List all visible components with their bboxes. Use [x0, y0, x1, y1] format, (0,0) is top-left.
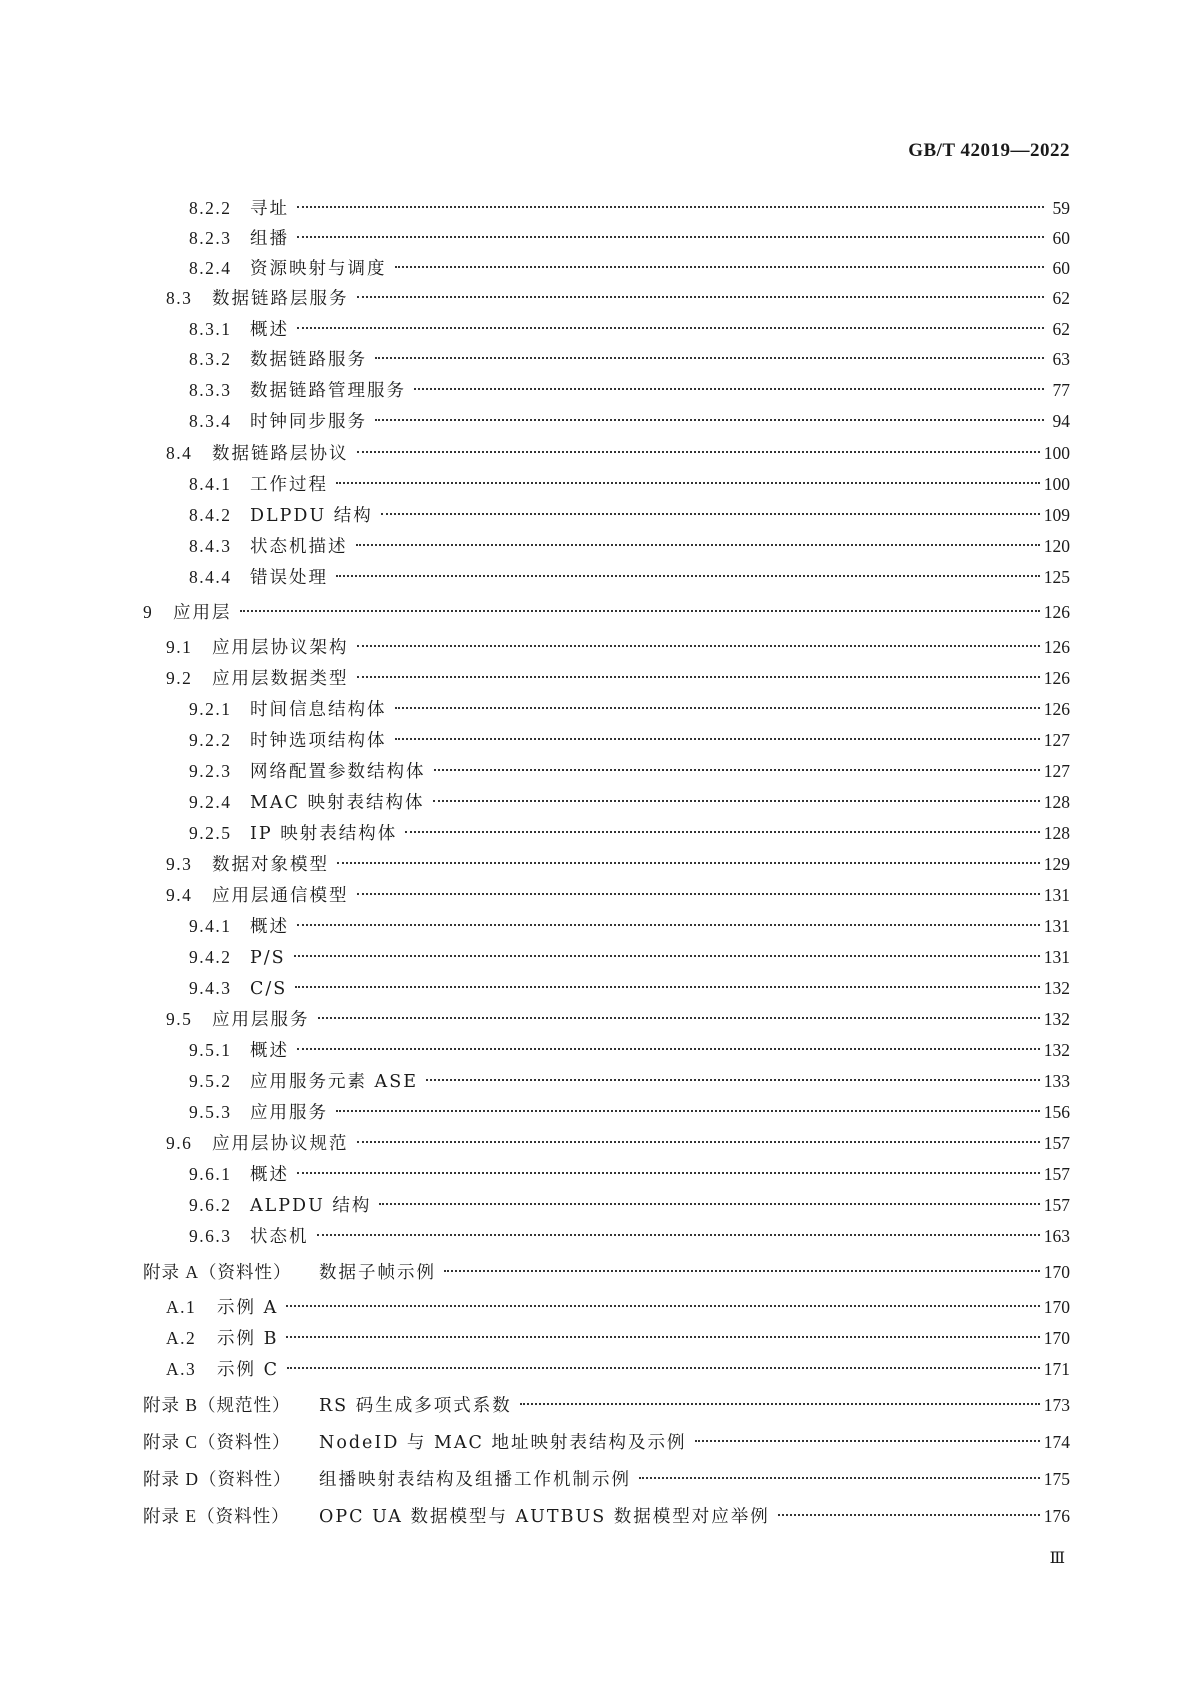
toc-number: 8.3.3 — [189, 380, 232, 400]
toc-title: 示例 C — [217, 1360, 279, 1380]
toc-title: 状态机 — [250, 1227, 309, 1247]
toc-number: 9.4.2 — [189, 947, 232, 967]
toc-page: 77 — [1052, 380, 1070, 400]
toc-title: ALPDU 结构 — [250, 1196, 372, 1216]
toc-number: 9.2.3 — [189, 761, 232, 781]
dot-leader — [297, 1048, 1040, 1050]
toc-entry[interactable] — [0, 942, 1191, 972]
toc-entry[interactable] — [0, 632, 1191, 662]
toc-number: 9.5.3 — [189, 1102, 232, 1122]
dot-leader — [405, 831, 1039, 833]
dot-leader — [395, 707, 1040, 709]
toc-title: 应用层服务 — [212, 1010, 310, 1030]
toc-entry[interactable] — [0, 1035, 1191, 1065]
toc-number: 9.6 — [166, 1133, 193, 1153]
dot-leader — [357, 645, 1040, 647]
dot-leader — [426, 1079, 1040, 1081]
dot-leader — [778, 1514, 1040, 1516]
toc-title: 应用层 — [173, 603, 232, 623]
toc-entry[interactable] — [0, 283, 1191, 313]
toc-title: 概述 — [250, 320, 289, 340]
dot-leader — [434, 769, 1040, 771]
toc-title: 工作过程 — [250, 475, 328, 495]
toc-page: 173 — [1043, 1395, 1070, 1415]
toc-entry[interactable] — [0, 1427, 1191, 1457]
toc-number: 8.2.3 — [189, 228, 232, 248]
dot-leader — [444, 1270, 1040, 1272]
toc-page: 157 — [1043, 1164, 1070, 1184]
toc-title: 时钟同步服务 — [250, 412, 367, 432]
toc-entry[interactable] — [0, 1004, 1191, 1034]
toc-page: 125 — [1043, 567, 1070, 587]
toc-number: 8.3.4 — [189, 411, 232, 431]
toc-page: 131 — [1043, 885, 1070, 905]
toc-title: NodeID 与 MAC 地址映射表结构及示例 — [319, 1433, 687, 1453]
toc-number: 8.3.2 — [189, 349, 232, 369]
dot-leader — [395, 738, 1040, 740]
toc-entry[interactable] — [0, 1354, 1191, 1384]
dot-leader — [297, 924, 1040, 926]
toc-number: 9.6.2 — [189, 1195, 232, 1215]
toc-title: 概述 — [250, 1041, 289, 1061]
dot-leader — [357, 451, 1040, 453]
toc-page: 60 — [1052, 258, 1070, 278]
toc-entry[interactable] — [0, 1190, 1191, 1220]
toc-number: 9.4.1 — [189, 916, 232, 936]
toc-page: 132 — [1043, 978, 1070, 998]
dot-leader — [240, 610, 1040, 612]
toc-page: 63 — [1052, 349, 1070, 369]
toc-title: 网络配置参数结构体 — [250, 762, 426, 782]
toc-title: 应用服务元素 ASE — [250, 1072, 418, 1092]
toc-page: 131 — [1043, 916, 1070, 936]
toc-page: 174 — [1043, 1432, 1070, 1452]
dot-leader — [294, 955, 1040, 957]
toc-entry[interactable] — [0, 193, 1191, 223]
toc-title: 数据子帧示例 — [319, 1263, 436, 1283]
toc-entry[interactable] — [0, 438, 1191, 468]
toc-entry[interactable] — [0, 725, 1191, 755]
dot-leader — [295, 986, 1039, 988]
toc-number: 8.3 — [166, 288, 193, 308]
toc-page: 100 — [1043, 443, 1070, 463]
dot-leader — [357, 893, 1040, 895]
dot-leader — [318, 1017, 1040, 1019]
toc-number: A.1 — [166, 1297, 197, 1317]
toc-entry[interactable] — [0, 1221, 1191, 1251]
toc-page: 171 — [1043, 1359, 1070, 1379]
toc-entry[interactable] — [0, 818, 1191, 848]
toc-title: 示例 B — [217, 1329, 279, 1349]
toc-page: 131 — [1043, 947, 1070, 967]
toc-page: 129 — [1043, 854, 1070, 874]
toc-number: 8.4 — [166, 443, 193, 463]
toc-number: A.3 — [166, 1359, 197, 1379]
toc-page: 127 — [1043, 761, 1070, 781]
toc-page: 170 — [1043, 1262, 1070, 1282]
toc-entry[interactable] — [0, 880, 1191, 910]
toc-title: 状态机描述 — [250, 537, 348, 557]
toc-number: 附录 C（资料性） — [143, 1432, 291, 1452]
toc-entry[interactable] — [0, 787, 1191, 817]
toc-number: 8.4.1 — [189, 474, 232, 494]
dot-leader — [357, 676, 1040, 678]
dot-leader — [520, 1403, 1040, 1405]
toc-title: 时钟选项结构体 — [250, 731, 387, 751]
toc-title: 资源映射与调度 — [250, 259, 387, 279]
toc-title: IP 映射表结构体 — [250, 824, 398, 844]
toc-number: 8.2.2 — [189, 198, 232, 218]
toc-page: 163 — [1043, 1226, 1070, 1246]
toc-number: 9.2.2 — [189, 730, 232, 750]
toc-page: 176 — [1043, 1506, 1070, 1526]
toc-title: 应用层数据类型 — [212, 669, 349, 689]
toc-entry[interactable] — [0, 1159, 1191, 1189]
toc-entry[interactable] — [0, 1066, 1191, 1096]
toc-entry[interactable] — [0, 406, 1191, 436]
dot-leader — [379, 1203, 1039, 1205]
toc-entry[interactable] — [0, 756, 1191, 786]
toc-page: 126 — [1043, 668, 1070, 688]
toc-entry[interactable] — [0, 1097, 1191, 1127]
toc-number: 附录 A（资料性） — [143, 1262, 292, 1282]
toc-number: 9 — [143, 602, 154, 622]
dot-leader — [695, 1440, 1040, 1442]
toc-entry[interactable] — [0, 375, 1191, 405]
toc-page: 126 — [1043, 637, 1070, 657]
toc-page: 120 — [1043, 536, 1070, 556]
toc-page: 62 — [1052, 319, 1070, 339]
toc-number: 9.6.1 — [189, 1164, 232, 1184]
toc-title: 示例 A — [217, 1298, 279, 1318]
toc-number: 9.1 — [166, 637, 193, 657]
dot-leader — [317, 1234, 1040, 1236]
toc-number: 8.2.4 — [189, 258, 232, 278]
toc-entry[interactable] — [0, 314, 1191, 344]
toc-entry[interactable] — [0, 597, 1191, 627]
toc-title: 概述 — [250, 917, 289, 937]
toc-title: 数据链路服务 — [250, 350, 367, 370]
dot-leader — [336, 575, 1040, 577]
dot-leader — [297, 1172, 1040, 1174]
toc-page: 62 — [1052, 288, 1070, 308]
toc-entry[interactable] — [0, 973, 1191, 1003]
toc-number: 9.4.3 — [189, 978, 232, 998]
dot-leader — [639, 1477, 1040, 1479]
toc-page: 156 — [1043, 1102, 1070, 1122]
toc-title: 应用层协议架构 — [212, 638, 349, 658]
dot-leader — [375, 419, 1044, 421]
toc-title: 数据链路管理服务 — [250, 381, 406, 401]
toc-entry[interactable] — [0, 1292, 1191, 1322]
toc-page: 133 — [1043, 1071, 1070, 1091]
toc-title: 组播映射表结构及组播工作机制示例 — [319, 1470, 631, 1490]
dot-leader — [337, 862, 1040, 864]
toc-entry[interactable] — [0, 223, 1191, 253]
toc-page: 128 — [1043, 823, 1070, 843]
toc-page: 175 — [1043, 1469, 1070, 1489]
toc-number: A.2 — [166, 1328, 197, 1348]
dot-leader — [381, 513, 1040, 515]
dot-leader — [297, 236, 1044, 238]
toc-page: 100 — [1043, 474, 1070, 494]
toc-page: 126 — [1043, 602, 1070, 622]
toc-number: 8.4.3 — [189, 536, 232, 556]
toc-entry[interactable] — [0, 469, 1191, 499]
dot-leader — [414, 388, 1044, 390]
dot-leader — [433, 800, 1040, 802]
toc-page: 109 — [1043, 505, 1070, 525]
toc-entry[interactable] — [0, 562, 1191, 592]
toc-title: 数据链路层协议 — [212, 444, 349, 464]
toc-page: 132 — [1043, 1009, 1070, 1029]
toc-title: DLPDU 结构 — [250, 506, 373, 526]
toc-title: C/S — [250, 979, 288, 999]
toc-number: 附录 E（资料性） — [143, 1506, 290, 1526]
toc-number: 8.4.4 — [189, 567, 232, 587]
toc-number: 9.5 — [166, 1009, 193, 1029]
toc-page: 59 — [1052, 198, 1070, 218]
toc-number: 9.5.1 — [189, 1040, 232, 1060]
toc-entry[interactable] — [0, 531, 1191, 561]
toc-title: 寻址 — [250, 199, 289, 219]
toc-number: 8.3.1 — [189, 319, 232, 339]
dot-leader — [357, 296, 1045, 298]
dot-leader — [375, 357, 1044, 359]
toc-page: 170 — [1043, 1297, 1070, 1317]
toc-page: 170 — [1043, 1328, 1070, 1348]
dot-leader — [357, 1141, 1040, 1143]
toc-number: 附录 D（资料性） — [143, 1469, 292, 1489]
toc-entry[interactable] — [0, 911, 1191, 941]
toc-page: 157 — [1043, 1195, 1070, 1215]
toc-page: 60 — [1052, 228, 1070, 248]
toc-number: 9.6.3 — [189, 1226, 232, 1246]
toc-number: 9.2.1 — [189, 699, 232, 719]
dot-leader — [336, 1110, 1040, 1112]
toc-entry[interactable] — [0, 500, 1191, 530]
toc-title: 错误处理 — [250, 568, 328, 588]
toc-page: 132 — [1043, 1040, 1070, 1060]
toc-title: 组播 — [250, 229, 289, 249]
page-number: Ⅲ — [1049, 1550, 1065, 1567]
toc-entry[interactable] — [0, 849, 1191, 879]
toc-title: 概述 — [250, 1165, 289, 1185]
toc-title: OPC UA 数据模型与 AUTBUS 数据模型对应举例 — [319, 1507, 770, 1527]
toc-title: 数据链路层服务 — [212, 289, 349, 309]
toc-number: 9.2 — [166, 668, 193, 688]
toc-entry[interactable] — [0, 1257, 1191, 1287]
toc-entry[interactable] — [0, 663, 1191, 693]
toc-page: 127 — [1043, 730, 1070, 750]
toc-page: 128 — [1043, 792, 1070, 812]
toc-title: 应用层协议规范 — [212, 1134, 349, 1154]
toc-entry[interactable] — [0, 1501, 1191, 1531]
toc-title: 应用层通信模型 — [212, 886, 349, 906]
dot-leader — [286, 1336, 1039, 1338]
dot-leader — [297, 327, 1044, 329]
dot-leader — [286, 1305, 1040, 1307]
dot-leader — [336, 482, 1040, 484]
toc-entry[interactable] — [0, 1390, 1191, 1420]
toc-page: 94 — [1052, 411, 1070, 431]
toc-number: 9.4 — [166, 885, 193, 905]
toc-entry[interactable] — [0, 1128, 1191, 1158]
dot-leader — [356, 544, 1040, 546]
toc-entry[interactable] — [0, 1323, 1191, 1353]
toc-title: RS 码生成多项式系数 — [319, 1396, 512, 1416]
dot-leader — [297, 206, 1044, 208]
toc-title: 应用服务 — [250, 1103, 328, 1123]
toc-page: 157 — [1043, 1133, 1070, 1153]
toc-number: 9.2.5 — [189, 823, 232, 843]
standard-id: GB/T 42019—2022 — [908, 140, 1070, 161]
toc-number: 9.2.4 — [189, 792, 232, 812]
toc-entry[interactable] — [0, 253, 1191, 283]
toc-page: 126 — [1043, 699, 1070, 719]
toc-title: P/S — [250, 948, 286, 968]
toc-entry[interactable] — [0, 1464, 1191, 1494]
toc-number: 8.4.2 — [189, 505, 232, 525]
toc-number: 9.5.2 — [189, 1071, 232, 1091]
toc-title: 时间信息结构体 — [250, 700, 387, 720]
dot-leader — [395, 266, 1045, 268]
toc-number: 9.3 — [166, 854, 193, 874]
toc-entry[interactable] — [0, 344, 1191, 374]
toc-title: 数据对象模型 — [212, 855, 329, 875]
toc-entry[interactable] — [0, 694, 1191, 724]
toc-title: MAC 映射表结构体 — [250, 793, 425, 813]
dot-leader — [287, 1367, 1040, 1369]
toc-number: 附录 B（规范性） — [143, 1395, 291, 1415]
